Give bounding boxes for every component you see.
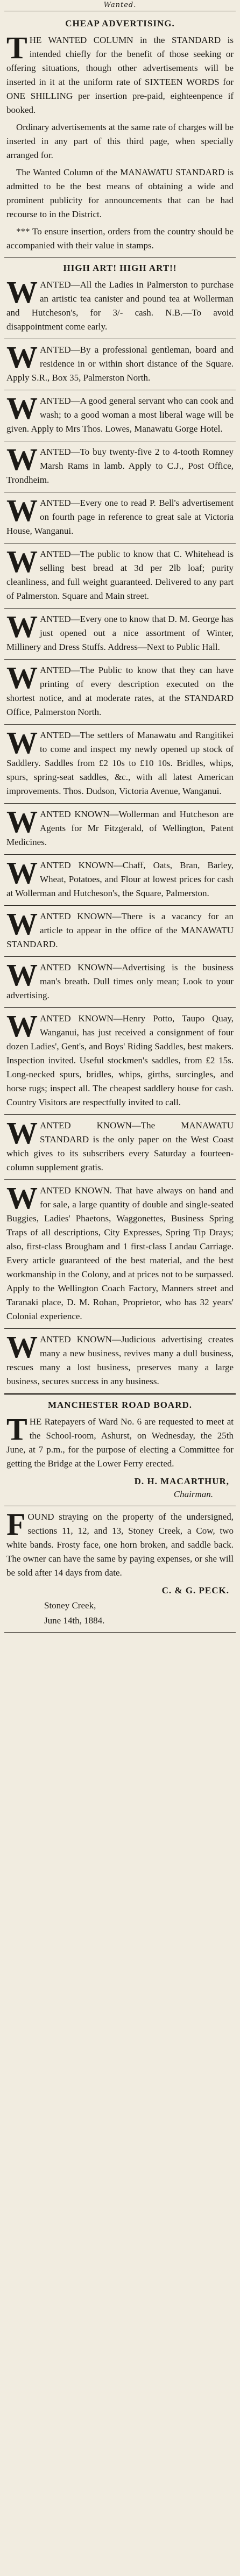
ad-wanted-advertising — [4, 957, 236, 1008]
ad-wanted-bell — [4, 492, 236, 543]
ad-wanted-chaff — [4, 855, 236, 906]
ad-text: WANTED—Every one to read P. Bell's advertisement on fourth page in reference to great sale at Victoria House, Wanganui. — [6, 493, 234, 536]
signature-title: Chairman. — [173, 1489, 213, 1499]
ad-wanted-coach-factory — [4, 1180, 236, 1329]
ad-text: WANTED KNOWN—Wollerman and Hutcheson are Agents for Mr Fitzgerald, of Wellington, Patent Medicines. — [6, 804, 234, 847]
ad-wanted-medicines — [4, 804, 236, 855]
ad-text: THE WANTED COLUMN in the STANDARD is intended chiefly for the benefit of those seeking or offering situations, though other advertisements will be inserted in it at the uniform rate of SIXTEEN WORDS for ONE SHILLING per insertion pre-paid, eighteenpence if booked. — [6, 30, 234, 115]
ad-wanted-saddlery — [4, 725, 236, 804]
ad-text: WANTED KNOWN—Chaff, Oats, Bran, Barley, Wheat, Potatoes, and Flour at lowest prices for cash at Wollerman and Hutcheson's, the Square, Palmerston. — [6, 855, 234, 898]
ad-wanted-servant — [4, 390, 236, 441]
date-line: June 14th, 1884. — [44, 1615, 105, 1626]
ad-wanted-supplement — [4, 1115, 236, 1180]
ad-text: FOUND straying on the property of the undersigned, sections 11, 12, and 13, Stoney Creek, a Cow, two white bands. Frosty face, one horn broken, and saddle back. The owner can have the same by paying expenses, or she will be sold after 14 days from date. — [6, 1507, 234, 1578]
ad-road-board — [4, 1395, 236, 1506]
ad-wanted-george — [4, 609, 236, 660]
ad-cheap-advertising — [4, 13, 236, 258]
ad-text: THE Ratepayers of Ward No. 6 are requested to meet at the School-room, Ashurst, on Wednesday, the 25th June, at 7 p.m., for the purpose of electing a Committee for getting the Bridge at the Lower Ferry erected. — [6, 1412, 234, 1469]
ad-text: WANTED KNOWN—The MANAWATU STANDARD is the only paper on the West Coast which gives to its subscribers every Saturday a fourteen-column supplement gratis. — [6, 1115, 234, 1172]
ad-heading: HIGH ART! HIGH ART!! — [63, 263, 177, 273]
signature-name: C. & G. PECK. — [161, 1585, 229, 1595]
ad-text: WANTED—Every one to know that D. M. George has just opened out a nice assortment of Winter, Millinery and Dress Stuffs. Address—Next to Public Hall. — [6, 609, 234, 652]
ad-text: WANTED—The Public to know that they can have printing of every description executed on the shortest notice, and at moderate rates, at the STANDARD Office, Palmerston North. — [6, 660, 234, 717]
ad-text: WANTED—The public to know that C. Whitehead is selling best bread at 3d per 2lb loaf; purity cleanliness, and full weight guaranteed. Delivered to any part of Palmerston. Square and Main street. — [6, 544, 234, 601]
ad-text: WANTED KNOWN—There is a vacancy for an article to appear in the office of the MANAWATU STANDARD. — [6, 906, 234, 949]
ad-text: WANTED—A good general servant who can cook and wash; to a good woman a most liberal wage will be given. Apply to Mrs Thos. Lowes, Manawatu Gorge Hotel. — [6, 391, 234, 434]
ad-text: WANTED—All the Ladies in Palmerston to purchase an artistic tea canister and pound tea at Wollerman and Hutcheson's, for 3/- cash. N.B.—To avoid disappointment come early. — [6, 275, 234, 332]
ad-text: WANTED—The settlers of Manawatu and Rangitikei to come and inspect my newly opened up stock of Saddlery. Saddles from £2 10s to £10 10s. Bridles, whips, spurs, spring-seat saddles, &c., with all latest American improvements. Thos. Dudson, Victoria Avenue, Wanganui. — [6, 725, 234, 796]
ad-wanted-bread — [4, 543, 236, 609]
column-end-spacer — [4, 1633, 236, 1638]
signature-block — [6, 1584, 229, 1597]
ad-text: WANTED KNOWN—Advertising is the business man's breath. Dull times only mean; Look to your advertising. — [6, 957, 234, 1000]
ad-high-art — [4, 258, 236, 339]
ad-paragraph: Ordinary advertisements at the same rate of charges will be inserted in any part of this third page, when specially arranged for. — [6, 122, 234, 160]
ad-wanted-potto — [4, 1008, 236, 1115]
ad-wanted-board — [4, 339, 236, 390]
ad-found-cow — [4, 1506, 236, 1633]
date-place: Stoney Creek, — [44, 1600, 96, 1611]
ad-wanted-vacancy — [4, 906, 236, 957]
column-masthead: Wanted. — [4, 1, 236, 11]
ad-wanted-judicious — [4, 1329, 236, 1395]
signature-block — [6, 1475, 229, 1501]
ad-wanted-printing — [4, 660, 236, 725]
ad-paragraph: The Wanted Column of the MANAWATU STANDARD is admitted to be the best means of obtaining a wide and prominent publicity for announcements that can be had recourse to in the District. — [6, 167, 234, 219]
ad-paragraph: *** To ensure insertion, orders from the country should be accompanied with their value in stamps. — [6, 226, 234, 251]
ad-text: WANTED—To buy twenty-five 2 to 4-tooth Romney Marsh Rams in lamb. Apply to C.J., Post Office, Trondheim. — [6, 442, 234, 485]
ad-heading: CHEAP ADVERTISING. — [65, 18, 175, 28]
ad-wanted-rams — [4, 441, 236, 492]
ad-text: WANTED KNOWN. That have always on hand and for sale, a large quantity of double and single-seated Buggies, Ladies' Phaetons, Waggonettes, Business Spring Traps of all descriptions, City Expresses, Spring Tip Drays; also, first-class Brougham and 1 first-class Landau Carriage. Every article guaranteed of the best material, and the best workmanship in the Colony, and at prices not to be surpassed. Apply to the Wellington Coach Factory, Manners street and Taranaki place, D. M. Rohan, Proprietor, who has 32 years' Colonial experience. — [6, 1180, 234, 1321]
ad-text: WANTED KNOWN—Judicious advertising creates many a new business, revives many a dull business, rescues many a lost business, preserves many a large business, secures success in any business. — [6, 1329, 234, 1386]
ad-text: WANTED KNOWN—Henry Potto, Taupo Quay, Wanganui, has just received a consignment of four dozen Ladies', Gent's, and Boys' Riding Saddles, best makers. Inspection invited. Useful stockmen's saddles, from £2 15s. Long-necked spurs, bridles, whips, girths, surcingles, and horse rugs; inspect all. The cheapest saddlery house for cash. Country Visitors are respectfully invited to call. — [6, 1008, 234, 1107]
signature-name: D. H. MACARTHUR, — [134, 1476, 229, 1486]
ad-heading: MANCHESTER ROAD BOARD. — [47, 1400, 193, 1410]
ad-text: WANTED—By a professional gentleman, board and residence in or within short distance of the Square. Apply S.R., Box 35, Palmerston North. — [6, 340, 234, 383]
